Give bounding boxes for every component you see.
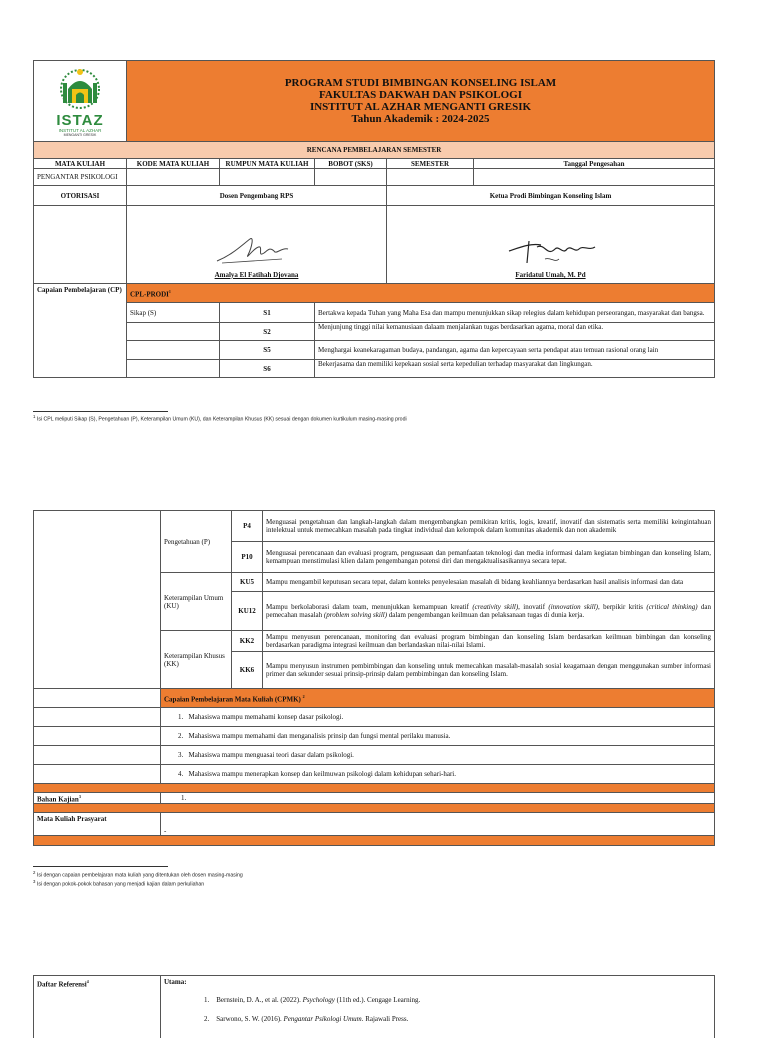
sikap-code: S1 — [220, 303, 315, 323]
footnote-1-text: Isi CPL meliputi Sikap (S), Pengetahuan (P), Keterampilan Umum (KU), dan Keterampilan Khusus (KK) sesuai dengan dokumen kurtikulum masing-masing prodi — [37, 417, 407, 423]
sikap-code: S2 — [220, 323, 315, 341]
ku12-text-part: berpikir kritis — [600, 603, 647, 611]
pengetahuan-label: Pengetahuan (P) — [161, 511, 232, 573]
daftar-referensi-footnote-ref: 4 — [87, 979, 89, 984]
cpmk-item — [161, 746, 715, 765]
sikap-text: Bekerjasama dan memiliki kepekaan sosial serta kepedulian terhadap masyarakat dan lingkungan. — [315, 360, 715, 378]
col-kode-mk: KODE MATA KULIAH — [127, 159, 220, 169]
cpl-prodi-label: CPL-PRODI — [130, 290, 169, 298]
col-tanggal-pengesahan: Tanggal Pengesahan — [474, 159, 715, 169]
ketua-prodi-label: Ketua Prodi Bimbingan Konseling Islam — [387, 186, 715, 206]
keterampilan-umum-label: Keterampilan Umum (KU) — [161, 573, 232, 631]
cpmk-item — [161, 765, 715, 784]
bahan-kajian-item: 1. — [161, 793, 715, 804]
dosen-signature-cell — [127, 206, 387, 284]
daftar-referensi-label: Daftar Referensi — [37, 980, 87, 988]
col-semester: SEMESTER — [387, 159, 474, 169]
kaprodi-signature-icon — [501, 233, 601, 269]
orange-divider — [34, 804, 715, 813]
dosen-signature-icon — [212, 233, 302, 269]
ku12-text-part: , inovatif — [518, 603, 548, 611]
cpmk-text: Mahasiswa mampu memahami dan menganalisis prinsip dan fungsi mental perilaku manusia. — [189, 732, 451, 740]
sikap-label-empty — [127, 323, 220, 341]
kk2-code: KK2 — [232, 631, 263, 652]
ku12-em: (problem solving skill) — [324, 611, 387, 619]
logo-subtitle: INSTITUT AL AZHAR — [34, 128, 126, 133]
course-tanggal-value — [474, 169, 715, 186]
orange-divider — [34, 836, 715, 846]
cpmk-left-empty — [34, 689, 161, 708]
cpl-continued-table — [33, 510, 715, 846]
academic-year: Tahun Akademik : 2024-2025 — [130, 113, 711, 125]
cpmk-text: Mahasiswa mampu menerapkan konsep dan keilmuwan psikologi dalam kehidupan sehari-hari. — [189, 770, 456, 778]
col-rumpun-mk: RUMPUN MATA KULIAH — [220, 159, 315, 169]
col-bobot: BOBOT (SKS) — [315, 159, 387, 169]
sikap-label-empty — [127, 341, 220, 360]
cpmk-left-empty — [34, 708, 161, 727]
ku12-text-part: dalam pengembangan keilmuan dan pelaksanaan tugas di dunia kerja. — [387, 611, 584, 619]
sikap-label: Sikap (S) — [127, 303, 220, 323]
reference-text: Bernstein, D. A., et al. (2022). — [216, 996, 302, 1004]
ku12-em: (critical thinking) — [646, 603, 697, 611]
cpl-prodi-heading — [127, 284, 715, 303]
kk2-text: Mampu menyusun perencanaan, monitoring dan evaluasi program bimbingan dan konseling Islam berdasarkan keilmuan bimbingan dan konseling berdasarkan paradigma integrasi keilmuan dan berlandaskan nilai-nilai Islami. — [263, 631, 715, 652]
cpmk-number: 4. — [164, 770, 189, 778]
dosen-pengembang-label: Dosen Pengembang RPS — [127, 186, 387, 206]
p10-code: P10 — [232, 542, 263, 573]
cpmk-left-empty — [34, 727, 161, 746]
reference-text: Sarwono, S. W. (2016). — [216, 1015, 283, 1023]
course-bobot-value — [315, 169, 387, 186]
ku12-text-part: Mampu berkolaborasi dalam team, menunjukkan kemampuan kreatif — [266, 603, 472, 611]
footnote-2-text: Isi dengan capaian pembelajaran mata kuliah yang ditentukan oleh dosen masing-masing — [37, 873, 243, 879]
bahan-kajian-label-cell — [34, 793, 161, 804]
prasyarat-label: Mata Kuliah Prasyarat — [34, 813, 161, 836]
logo-cell — [34, 61, 127, 142]
p10-text: Menguasai perencanaan dan evaluasi program, penguasaan dan pemanfaatan teknologi dan media informasi dalam kegiatan bimbingan dan konseling Islam, kemampuan menstimulasi klien dalam pengembangan potensi diri dan mengaktualisasikannya secara tepat. — [263, 542, 715, 573]
capaian-pembelajaran-label: Capaian Pembelajaran (CP) — [34, 284, 127, 378]
ku5-text: Mampu mengambil keputusan secara tepat, dalam konteks penyelesaian masalah di bidang keahliannya berdasarkan hasil analisis informasi dan data — [263, 573, 715, 592]
ku12-text — [263, 592, 715, 631]
otorisasi-empty — [34, 206, 127, 284]
istaz-logo — [34, 65, 126, 137]
sikap-text: Menghargai keanekaragaman budaya, pandangan, agama dan kepercayaan serta pendapat atau temuan rasional orang lain — [315, 341, 715, 360]
logo-subtitle-2: MENGANTI GRESIK — [34, 133, 126, 137]
footnote-divider — [33, 411, 168, 412]
course-name: PENGANTAR PSIKOLOGI — [34, 169, 127, 186]
faculty-name: FAKULTAS DAKWAH DAN PSIKOLOGI — [130, 89, 711, 101]
daftar-referensi-label-cell — [34, 976, 161, 1038]
sikap-code: S5 — [220, 341, 315, 360]
course-code-value — [127, 169, 220, 186]
ku12-text-part: dan pemecahan masalah — [266, 603, 711, 619]
cpmk-item — [161, 708, 715, 727]
kaprodi-signature-cell — [387, 206, 715, 284]
footnote-3-text: Isi dengan pokok-pokok bahasan yang menjadi kajian dalam perkuliahan — [37, 882, 204, 888]
reference-text: (11th ed.). Cengage Learning. — [335, 996, 420, 1004]
cpmk-number: 2. — [164, 732, 189, 740]
cpmk-footnote-ref: 2 — [303, 694, 305, 699]
kaprodi-name: Faridatul Umah, M. Pd — [390, 271, 711, 279]
mosque-logo-icon — [54, 65, 106, 111]
institution-title — [127, 61, 715, 142]
cpmk-item — [161, 727, 715, 746]
col-mata-kuliah: MATA KULIAH — [34, 159, 127, 169]
kk6-text: Mampu menyusun instrumen pembimbingan dan konseling untuk memecahkan masalah-masalah sosial keagamaan dengan menggunakan sumber informasi primer dan sekunder sesuai prinsip-prinsip dalam pembimbingan dan konseling Islam. — [263, 652, 715, 689]
reference-title: Pengantar Psikologi Umum — [284, 1015, 362, 1023]
footnote-3: $^3$ Isi dengan pokok-pokok bahasan yang menjadi kajian dalam perkuliahan — [33, 879, 733, 888]
utama-label: Utama: — [164, 978, 711, 986]
sikap-text: Menjunjung tinggi nilai kemanusiaan dalaam menjalankan tugas berdasarkan agama, moral dan etika. — [315, 323, 715, 341]
referensi-table — [33, 975, 715, 1038]
cpmk-label: Capaian Pembelajaran Mata Kuliah (CPMK) — [164, 695, 301, 703]
rps-title: RENCANA PEMBELAJARAN SEMESTER — [34, 142, 715, 159]
p4-text: Menguasai pengetahuan dan langkah-langkah dalam mengembangkan pemikiran kritis, logis, kreatif, inovatif dan sistematis serta memiliki keingintahuan intelektual untuk memecahkan masalah pada tingkat individual dan kelompok dalam komunitas akademik dan non akademik — [263, 511, 715, 542]
dosen-name: Amalya El Fatihah Djovana — [130, 271, 383, 279]
reference-title: Psychology — [303, 996, 335, 1004]
ku5-code: KU5 — [232, 573, 263, 592]
ku12-em: (creativity skill) — [472, 603, 518, 611]
reference-item: 1. Bernstein, D. A., et al. (2022). Psychology (11th ed.). Cengage Learning. — [164, 996, 711, 1004]
cpmk-left-empty — [34, 746, 161, 765]
keterampilan-khusus-label: Keterampilan Khusus (KK) — [161, 631, 232, 689]
footnote-1: $^1$ Isi CPL meliputi Sikap (S), Pengetahuan (P), Keterampilan Umum (KU), dan Keterampilan Khusus (KK) sesuai dengan dokumen kurtikulum masing-masing prodi — [33, 414, 733, 423]
program-name: PROGRAM STUDI BIMBINGAN KONSELING ISLAM — [130, 77, 711, 89]
cpmk-text: Mahasiswa mampu memahami konsep dasar psikologi. — [189, 713, 344, 721]
sikap-code: S6 — [220, 360, 315, 378]
reference-text: . Rajawali Press. — [362, 1015, 409, 1023]
footnote-2: $^2$ Isi dengan capaian pembelajaran mata kuliah yang ditentukan oleh dosen masing-masing — [33, 870, 733, 879]
ku12-code: KU12 — [232, 592, 263, 631]
ku12-em: (innovation skill), — [548, 603, 599, 611]
p4-code: P4 — [232, 511, 263, 542]
prasyarat-value: - — [161, 813, 715, 836]
institute-name: INSTITUT AL AZHAR MENGANTI GRESIK — [130, 101, 711, 113]
cpmk-number: 3. — [164, 751, 189, 759]
logo-text: ISTAZ — [34, 113, 126, 128]
cpmk-number: 1. — [164, 713, 189, 721]
sikap-text: Bertakwa kepada Tuhan yang Maha Esa dan mampu menunjukkan sikap relegius dalam kehidupan perseorangan, masyarakat dan bangsa. — [315, 303, 715, 323]
footnote-divider — [33, 866, 168, 867]
cpmk-heading — [161, 689, 715, 708]
course-semester-value — [387, 169, 474, 186]
reference-item: 2. Sarwono, S. W. (2016). Pengantar Psikologi Umum. Rajawali Press. — [164, 1015, 711, 1023]
rps-header-table — [33, 60, 715, 378]
cpl-prodi-footnote-ref: 1 — [169, 289, 171, 294]
kk6-code: KK6 — [232, 652, 263, 689]
cp-continued-empty — [34, 511, 161, 689]
bahan-kajian-label: Bahan Kajian — [37, 795, 79, 803]
course-rumpun-value — [220, 169, 315, 186]
cpmk-left-empty — [34, 765, 161, 784]
referensi-content — [161, 976, 715, 1038]
bahan-kajian-footnote-ref: 3 — [79, 794, 81, 799]
orange-divider — [34, 784, 715, 793]
sikap-label-empty — [127, 360, 220, 378]
otorisasi-label: OTORISASI — [34, 186, 127, 206]
cpmk-text: Mahasiswa mampu menguasai teori dasar dalam psikologi. — [189, 751, 354, 759]
